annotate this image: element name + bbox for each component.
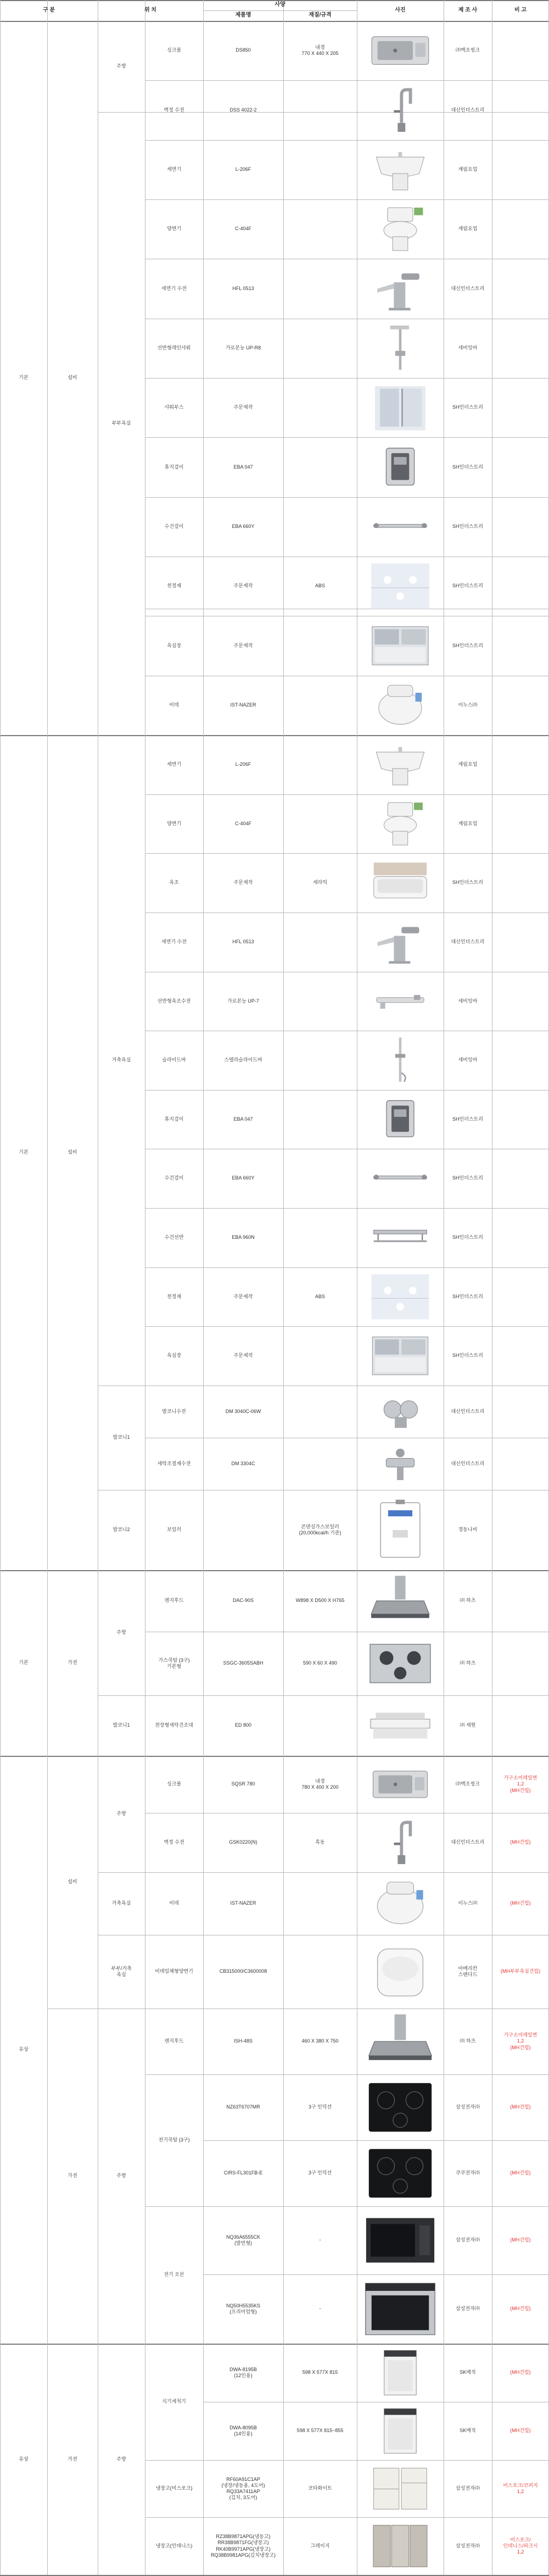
row-note xyxy=(492,1438,549,1490)
row-model: 주문제작 xyxy=(233,880,253,886)
row-maker: SH인더스트리 xyxy=(452,880,483,886)
row-note xyxy=(492,1490,549,1570)
row-model: RF60A91C1AP (냉장/냉동용, 4도어) RQ33A7411AP (김치, 3도어) xyxy=(221,2476,265,2501)
row-spec: 콘덴싱가스보일러 (20,000kcal/h 기준) xyxy=(299,1523,341,1535)
row-item: 양변기 xyxy=(166,226,182,232)
row-maker: SH인더스트리 xyxy=(452,464,483,470)
group-sub: 가전 xyxy=(68,2173,77,2179)
row-note: 가구소미레일변 1,2 (MH건립) xyxy=(503,2032,537,2050)
row-item: 비데 xyxy=(169,702,179,708)
row-spec xyxy=(283,1326,357,1386)
group-label: 기본 xyxy=(19,1660,29,1666)
shelf-photo xyxy=(362,1212,438,1263)
bathtap-photo xyxy=(362,976,438,1026)
row-maker: 대신인더스트리 xyxy=(451,285,485,291)
oven2-photo xyxy=(362,2279,438,2339)
row-note: 비스포크/코퍼지 1,2 xyxy=(503,2482,538,2494)
row-spec xyxy=(283,1031,357,1090)
bidet-photo xyxy=(362,1877,438,1930)
row-spec: 3구 인덕션 xyxy=(308,2170,332,2176)
row-model: 주문제작 xyxy=(233,642,253,648)
row-note xyxy=(492,1632,549,1695)
row-spec xyxy=(283,972,357,1031)
header-sajin: 사진 xyxy=(395,7,406,13)
row-note: (MH건립) xyxy=(510,2306,531,2312)
row-item: 수건걸이 xyxy=(164,1175,184,1181)
row-model: CB315000/C3600008 xyxy=(219,1968,267,1974)
bar-photo xyxy=(362,502,438,552)
row-model: C-404F xyxy=(234,820,251,826)
row-item: 세면기 xyxy=(166,761,182,767)
row-note xyxy=(492,1326,549,1386)
row-spec: 598 X 577X 815 xyxy=(302,2369,338,2375)
row-model: DM 3304C xyxy=(231,1460,255,1466)
row-item: 양변기 xyxy=(166,820,182,826)
bath-photo xyxy=(362,858,438,908)
row-item: 천장형세탁건조대 xyxy=(155,1722,193,1728)
group-sub: 설비 xyxy=(68,1879,77,1885)
row-model: NQ50H5535KS (프리미엄형) xyxy=(226,2302,261,2314)
row-spec xyxy=(283,319,357,378)
row-item: 수건걸이 xyxy=(164,524,184,530)
row-maker: SH인더스트리 xyxy=(452,642,483,648)
row-maker: SH인더스트리 xyxy=(452,1116,483,1122)
row-model: DWA-8195B (12인용) xyxy=(229,2366,257,2378)
row-model: 주문제작 xyxy=(233,1293,253,1299)
induction-photo xyxy=(362,2079,438,2136)
row-model: 스텔라슬라이드바 xyxy=(224,1057,262,1063)
row-model: GSK0220(N) xyxy=(229,1839,257,1845)
row-spec: ABS xyxy=(315,1293,325,1299)
row-note xyxy=(492,378,549,437)
area-label: 발코니1 xyxy=(113,1722,130,1728)
area-label: 주방 xyxy=(116,1811,126,1817)
row-model: SSGC-3605SABH xyxy=(223,1660,264,1666)
smarttoilet-photo xyxy=(362,1939,438,2004)
header-jejosa: 제 조 사 xyxy=(458,7,478,13)
row-item: 비데 xyxy=(169,1900,179,1906)
row-model: ED 800 xyxy=(234,1722,252,1728)
row-model: L-206F xyxy=(235,166,251,173)
row-spec xyxy=(283,80,357,140)
row-maker: ㈜ 하츠 xyxy=(460,1660,476,1666)
row-model: EBA 660Y xyxy=(232,524,255,530)
row-model: 주문제작 xyxy=(233,1353,253,1359)
dryer-photo xyxy=(362,1700,438,1751)
row-item: 천정재 xyxy=(166,1293,182,1299)
row-note: (MH건립) xyxy=(510,2428,531,2434)
row-item: 보일러 xyxy=(166,1527,182,1533)
row-item: 벽정 수전 xyxy=(164,107,184,113)
row-spec: - xyxy=(319,2237,321,2243)
row-item: 세면기 xyxy=(166,166,182,173)
row-item: 욕실장 xyxy=(166,1353,182,1359)
fridge2-photo xyxy=(362,2522,438,2571)
row-maker: 대신인더스트리 xyxy=(451,939,485,945)
row-model: EBA 047 xyxy=(233,464,253,470)
row-spec xyxy=(283,1386,357,1438)
row-item: 비데일체형양변기 xyxy=(155,1968,193,1974)
row-note xyxy=(492,1090,549,1149)
row-model: NQ36A6555CK (발빈형) xyxy=(226,2234,261,2246)
row-maker: 삼성전자㈜ xyxy=(456,2237,480,2243)
row-item: 욕실장 xyxy=(166,642,182,648)
area-label: 부부/거축 욕실 xyxy=(111,1965,132,1977)
row-item: 샤워부스 xyxy=(164,404,184,410)
row-maker: 삼성전자㈜ xyxy=(456,2542,480,2549)
row-note: (MH건립) xyxy=(510,2104,531,2110)
row-item: 식기세척기 xyxy=(162,2399,186,2405)
bar-photo xyxy=(362,1153,438,1204)
row-maker: SH인더스트리 xyxy=(452,1353,483,1359)
cabinet-photo xyxy=(362,620,438,671)
row-item: 세탁조절재수전 xyxy=(157,1460,191,1466)
row-item: 렌지후드 xyxy=(164,1598,184,1604)
dishwasher2-photo xyxy=(362,2406,438,2456)
row-item: 휴지걸이 xyxy=(164,464,184,470)
row-model: SQSR 780 xyxy=(231,1781,255,1787)
row-note xyxy=(492,972,549,1031)
row-model xyxy=(203,1490,283,1570)
fridge-photo xyxy=(362,2464,438,2513)
row-item: 냉장고(인테니스) xyxy=(155,2542,193,2549)
hood-photo xyxy=(362,1574,438,1627)
row-model: DAC-90S xyxy=(232,1598,254,1604)
row-spec xyxy=(283,378,357,437)
row-maker: 계림요업 xyxy=(458,226,478,232)
row-spec: 그레이지 xyxy=(310,2542,330,2549)
area-label: 주방 xyxy=(116,2173,126,2179)
group-sub: 가전 xyxy=(68,2456,77,2462)
ceiling-photo xyxy=(362,561,438,611)
shower-photo xyxy=(362,323,438,374)
row-spec: 내경 770 X 440 X 205 xyxy=(301,44,339,56)
row-note xyxy=(492,259,549,319)
row-spec xyxy=(283,676,357,735)
row-maker: SH인더스트리 xyxy=(452,583,483,589)
row-maker: SH인더스트리 xyxy=(452,404,483,410)
group-label: 유상 xyxy=(19,2456,29,2462)
header-sayang: 사양 xyxy=(274,2,285,8)
tap-photo xyxy=(362,917,438,967)
row-model: L-206F xyxy=(235,761,251,767)
row-note xyxy=(492,319,549,378)
row-note: (MH부부욕실건립) xyxy=(500,1968,541,1974)
row-model: 주문제작 xyxy=(233,404,253,410)
row-note xyxy=(492,140,549,199)
row-maker: 계림요업 xyxy=(458,761,478,767)
row-model: DS850 xyxy=(236,47,251,53)
row-note: (MH건립) xyxy=(510,2369,531,2375)
row-note xyxy=(492,853,549,913)
row-maker: SK매직 xyxy=(460,2369,476,2375)
row-item: 선반형욕조수전 xyxy=(157,998,191,1004)
group-label: 기본 xyxy=(19,375,29,381)
area-label: 주방 xyxy=(116,2456,126,2462)
row-spec: 내경 780 X 400 X 200 xyxy=(301,1778,339,1790)
toilet-photo xyxy=(362,799,438,849)
row-model: IST-NAZER xyxy=(230,1900,256,1906)
row-maker: 삼성전자㈜ xyxy=(456,2104,480,2110)
row-item: 싱크볼 xyxy=(166,1781,182,1787)
header-jepumpyeong: 제품명 xyxy=(235,12,251,19)
row-note xyxy=(492,437,549,497)
row-spec: 흑동 xyxy=(315,1839,325,1845)
row-spec xyxy=(283,497,357,557)
row-model: 가로본능 UP-R8 xyxy=(225,345,261,351)
row-spec: 3구 인덕션 xyxy=(308,2104,332,2110)
row-spec: ABS xyxy=(315,583,325,589)
row-note: 가구소미레일변 1,2 (MH건립) xyxy=(503,1775,537,1793)
ceiling-photo xyxy=(362,1272,438,1322)
basin-photo xyxy=(362,144,438,195)
row-maker: 경동나비 xyxy=(458,1527,478,1533)
row-spec xyxy=(283,1695,357,1756)
row-spec xyxy=(283,1872,357,1935)
row-item: 전기쿡탑 (3구) xyxy=(158,2137,190,2143)
dishwasher-photo xyxy=(362,2348,438,2397)
row-note: 비스포크/ 인테니스/파크시 1,2 xyxy=(503,2536,538,2555)
row-item: 전기 오븐 xyxy=(164,2272,184,2278)
row-maker: 세비잉바 xyxy=(458,345,478,351)
row-note xyxy=(492,21,549,80)
row-note xyxy=(492,1149,549,1208)
induction2-photo xyxy=(362,2145,438,2202)
row-model: HFL 0513 xyxy=(232,939,254,945)
row-maker: SH인더스트리 xyxy=(452,1293,483,1299)
row-spec: 460 X 380 X 750 xyxy=(301,2038,339,2044)
row-item: 벽정 수전 xyxy=(164,1839,184,1845)
oven-photo xyxy=(362,2211,438,2270)
row-note xyxy=(492,616,549,676)
row-maker: ㈜ 하츠 xyxy=(460,2038,476,2044)
row-note xyxy=(492,1031,549,1090)
row-item: 휴지걸이 xyxy=(164,1116,184,1122)
row-note xyxy=(492,735,549,794)
row-spec xyxy=(283,616,357,676)
row-spec xyxy=(283,1090,357,1149)
row-spec: 590 X 60 X 490 xyxy=(302,1660,338,1666)
row-maker: 대신인더스트리 xyxy=(451,1460,485,1466)
row-maker: SH인더스트리 xyxy=(452,1175,483,1181)
row-model: 가로본능 UP-7 xyxy=(227,998,259,1004)
row-maker: 계림요업 xyxy=(458,166,478,173)
row-maker: 세비잉바 xyxy=(458,998,478,1004)
row-maker: 계림요업 xyxy=(458,820,478,826)
area-label: 부부욕실 xyxy=(111,420,131,426)
row-maker: 대신인더스트리 xyxy=(451,1839,485,1845)
row-note xyxy=(492,913,549,972)
row-maker: ㈜백조씽크 xyxy=(456,47,480,53)
row-model: C-404F xyxy=(234,226,251,232)
header-wichi: 위 치 xyxy=(144,7,157,13)
row-item: 세면기 수전 xyxy=(161,939,187,945)
area-label: 거축욕실 xyxy=(111,1057,131,1063)
bidet-photo xyxy=(362,680,438,731)
row-spec xyxy=(283,140,357,199)
row-item: 천정재 xyxy=(166,583,182,589)
faucet-photo xyxy=(362,1817,438,1868)
booth-photo xyxy=(362,382,438,433)
row-note xyxy=(492,199,549,259)
row-spec: - xyxy=(319,2306,321,2312)
row-item: 가스쿡탑 (3구) 기본형 xyxy=(158,1657,190,1669)
row-spec xyxy=(283,259,357,319)
group-sub: 설비 xyxy=(68,1149,77,1155)
row-maker: 대신인더스트리 xyxy=(451,1408,485,1414)
holder-photo xyxy=(362,1094,438,1144)
row-maker: 세비잉바 xyxy=(458,1057,478,1063)
cooktop-photo xyxy=(362,1636,438,1691)
row-note: (MH건립) xyxy=(510,2237,531,2243)
area-label: 발코니2 xyxy=(113,1527,130,1533)
row-maker: SH인더스트리 xyxy=(452,524,483,530)
sink-photo xyxy=(362,25,438,76)
row-item: 슬라이드바 xyxy=(162,1057,186,1063)
area-label: 발코니1 xyxy=(113,1434,130,1440)
row-spec: 코타화이트 xyxy=(308,2485,332,2491)
slide-photo xyxy=(362,1035,438,1086)
row-model: ISH-48S xyxy=(233,2038,253,2044)
row-model: IST-NAZER xyxy=(230,702,256,708)
row-item: 선반형레인샤워 xyxy=(157,345,191,351)
row-spec xyxy=(283,199,357,259)
row-note xyxy=(492,1267,549,1326)
header-bigo: 비 고 xyxy=(514,7,527,13)
area-label: 주방 xyxy=(116,1629,126,1635)
area-label: 거축욕실 xyxy=(111,1900,131,1906)
row-spec xyxy=(283,1438,357,1490)
row-model: HFL 0513 xyxy=(232,285,254,291)
row-maker: ㈜ 하츠 xyxy=(460,1598,476,1604)
row-note xyxy=(492,1570,549,1632)
row-note xyxy=(492,794,549,853)
group-sub: 가전 xyxy=(68,1660,77,1666)
hood2-photo xyxy=(362,2013,438,2070)
basin-photo xyxy=(362,739,438,790)
row-spec xyxy=(283,1935,357,2008)
row-model: NZ63T6707MR xyxy=(226,2104,260,2110)
row-model: DSS 4022-2 xyxy=(229,107,257,113)
row-note xyxy=(492,80,549,140)
row-note xyxy=(492,557,549,616)
row-spec: 세라믹 xyxy=(312,880,328,886)
row-maker: 이누스㈜ xyxy=(458,1900,478,1906)
row-note: (MH건립) xyxy=(510,2170,531,2176)
valve-photo xyxy=(362,1390,438,1433)
row-maker: 삼성전자㈜ xyxy=(456,2485,480,2491)
row-item: 세면기 수전 xyxy=(161,285,187,291)
row-spec xyxy=(283,735,357,794)
row-maker: ㈜백조씽크 xyxy=(456,1781,480,1787)
area-label: 주방 xyxy=(116,63,126,69)
group-sub: 설비 xyxy=(68,375,77,381)
row-model: EBA 660Y xyxy=(232,1175,255,1181)
row-maker: 삼성전자㈜ xyxy=(456,2306,480,2312)
row-note: (MH건립) xyxy=(510,1900,531,1906)
row-model: CIRS-FL301FB-E xyxy=(223,2170,263,2176)
row-maker: ㈜ 세원 xyxy=(460,1722,476,1728)
cabinet-photo xyxy=(362,1331,438,1381)
group-label: 유상 xyxy=(19,2046,29,2052)
row-maker: SH인더스트리 xyxy=(452,1234,483,1240)
row-note xyxy=(492,1695,549,1756)
row-maker: 아메리칸 스탠다드 xyxy=(458,1965,478,1977)
row-maker: 이누스㈜ xyxy=(458,702,478,708)
toilet-photo xyxy=(362,204,438,254)
row-note: (MH건립) xyxy=(510,1839,531,1845)
row-item: 발코니수전 xyxy=(162,1408,186,1414)
row-spec xyxy=(283,1208,357,1267)
row-model: DM 3040C-06W xyxy=(225,1408,261,1414)
valve2-photo xyxy=(362,1442,438,1485)
row-spec xyxy=(283,794,357,853)
sink2-photo xyxy=(362,1760,438,1809)
row-item: 욕조 xyxy=(169,880,179,886)
holder-photo xyxy=(362,442,438,493)
row-maker: 대신인더스트리 xyxy=(451,107,485,113)
row-note xyxy=(492,497,549,557)
row-maker: 쿠쿠전자㈜ xyxy=(456,2170,480,2176)
row-model: RZ38B9871APG(냉동고) RR38B9871FG(냉장고) RK40B9971APG(냉장고) RQ38B9981APG(김치냉장고) xyxy=(210,2534,276,2558)
row-spec xyxy=(283,437,357,497)
row-note xyxy=(492,1208,549,1267)
row-maker: SK매직 xyxy=(460,2428,476,2434)
row-model: EBA 047 xyxy=(233,1116,253,1122)
faucet-photo xyxy=(362,85,438,136)
tap-photo xyxy=(362,263,438,314)
row-item: 렌지후드 xyxy=(164,2038,184,2044)
header-gubun: 구 분 xyxy=(42,7,55,13)
row-item: 냉장고(비스포크) xyxy=(155,2485,193,2491)
row-spec xyxy=(283,1149,357,1208)
boiler-photo xyxy=(362,1494,438,1566)
group-label: 기본 xyxy=(19,1149,29,1155)
header-jaejil: 재질/규격 xyxy=(309,12,332,19)
row-model: 주문제작 xyxy=(233,583,253,589)
row-model: DWA-8095B (14인용) xyxy=(229,2424,257,2436)
row-spec xyxy=(283,913,357,972)
row-spec: W898 X D500 X H765 xyxy=(295,1598,345,1604)
row-spec: 598 X 577X 815~855 xyxy=(296,2428,344,2434)
row-item: 싱크볼 xyxy=(166,47,182,53)
row-note xyxy=(492,676,549,735)
row-model: EBA 960N xyxy=(232,1234,255,1240)
row-note xyxy=(492,1386,549,1438)
row-item: 수건선반 xyxy=(164,1234,184,1240)
